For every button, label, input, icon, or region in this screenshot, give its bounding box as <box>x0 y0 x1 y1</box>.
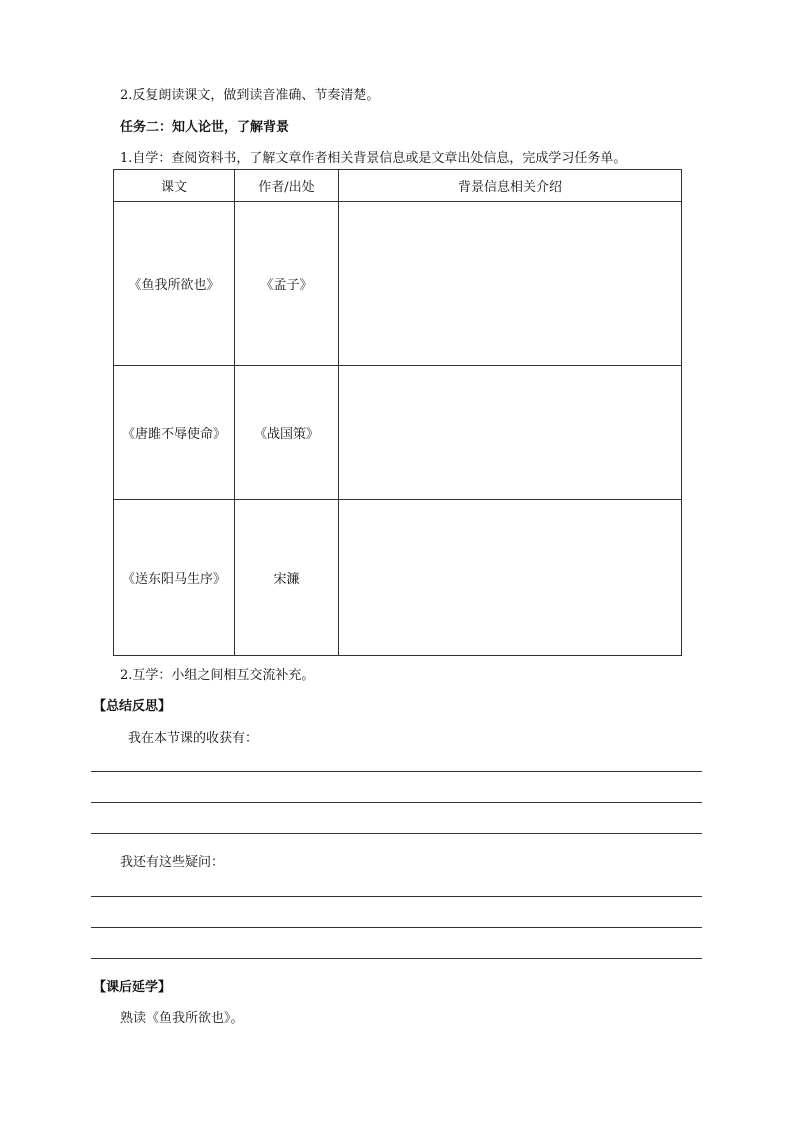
row-text-title: 《唐雎不辱使命》 <box>114 366 235 500</box>
task2-heading: 任务二：知人论世，了解背景 <box>120 120 290 135</box>
header-text: 课文 <box>114 170 235 202</box>
table-row <box>114 366 682 500</box>
answer-line[interactable] <box>91 958 702 959</box>
self-study-instruction: 1.自学：查阅资料书，了解文章作者相关背景信息或是文章出处信息，完成学习任务单。 <box>120 151 627 166</box>
row-source: 《孟子》 <box>235 202 339 366</box>
table-row <box>114 500 682 656</box>
reading-instruction: 2.反复朗读课文，做到读音准确、节奏清楚。 <box>120 88 380 103</box>
mutual-study-instruction: 2.互学：小组之间相互交流补充。 <box>120 668 315 683</box>
answer-line[interactable] <box>91 802 702 803</box>
summary-heading: 【总结反思】 <box>93 699 172 714</box>
extension-content: 熟读《鱼我所欲也》。 <box>120 1011 244 1026</box>
answer-line[interactable] <box>91 927 702 928</box>
row-text-title: 《鱼我所欲也》 <box>114 202 235 366</box>
questions-prompt: 我还有这些疑问： <box>120 855 225 870</box>
header-author-source: 作者/出处 <box>235 170 339 202</box>
gains-prompt: 我在本节课的收获有： <box>128 731 259 746</box>
answer-line[interactable] <box>91 896 702 897</box>
row-source: 宋濂 <box>235 500 339 656</box>
extension-heading: 【课后延学】 <box>93 980 172 995</box>
background-info-table <box>113 169 682 656</box>
table-row <box>114 202 682 366</box>
row-background-cell[interactable] <box>339 366 682 500</box>
row-text-title: 《送东阳马生序》 <box>114 500 235 656</box>
header-background: 背景信息相关介绍 <box>339 170 682 202</box>
table-header-row <box>114 170 682 202</box>
row-background-cell[interactable] <box>339 202 682 366</box>
answer-line[interactable] <box>91 833 702 834</box>
row-source: 《战国策》 <box>235 366 339 500</box>
row-background-cell[interactable] <box>339 500 682 656</box>
answer-line[interactable] <box>91 771 702 772</box>
